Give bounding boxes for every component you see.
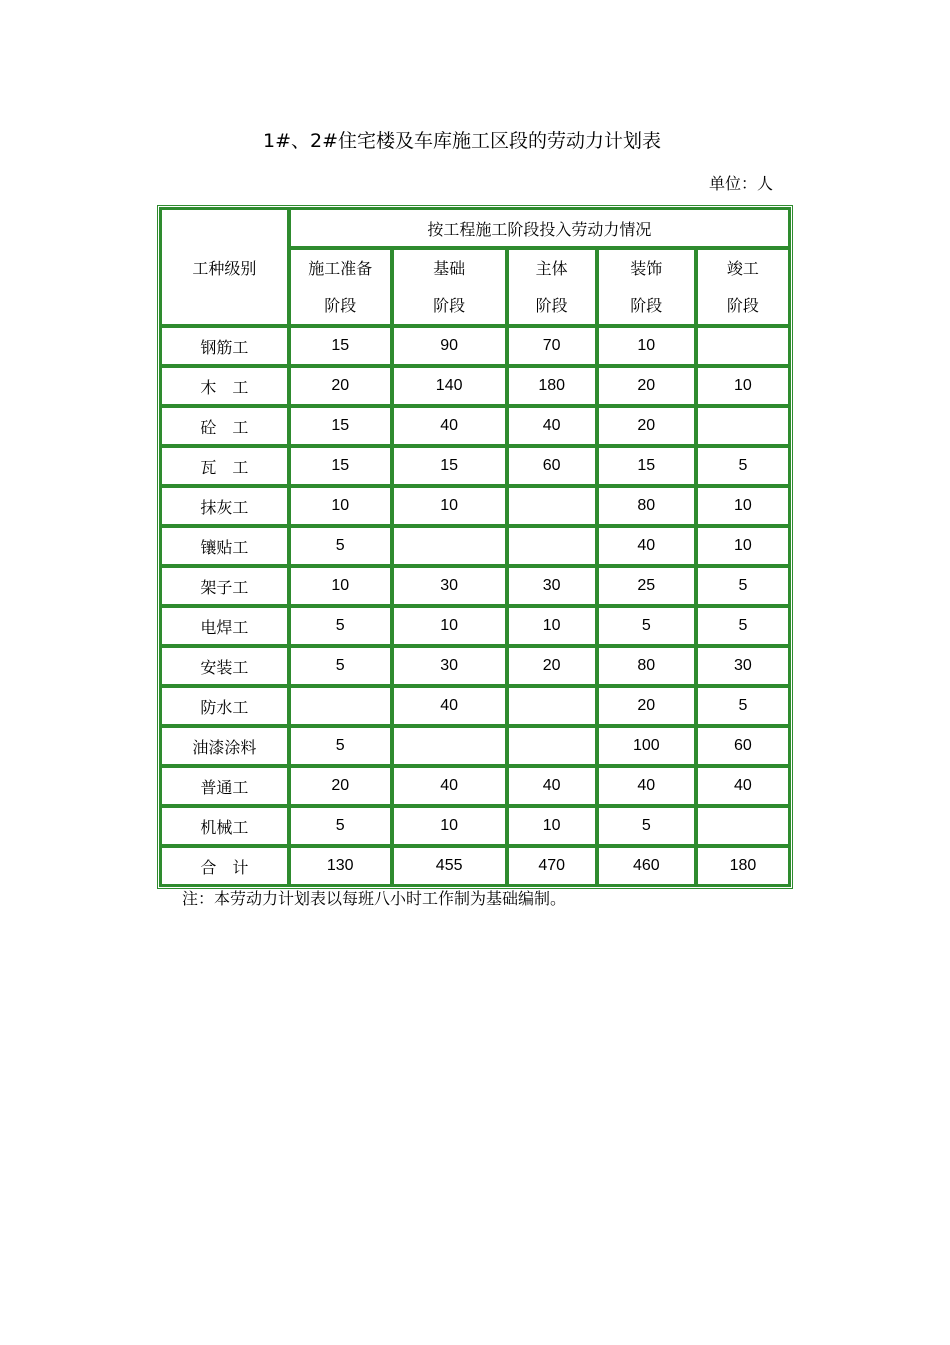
labor-count-cell: 90 — [392, 326, 507, 366]
worker-type-cell: 钢筋工 — [160, 326, 289, 366]
phase-group-header: 按工程施工阶段投入劳动力情况 — [289, 208, 790, 248]
labor-count-cell: 10 — [696, 486, 790, 526]
labor-count-cell: 10 — [392, 806, 507, 846]
worker-type-cell: 架子工 — [160, 566, 289, 606]
table-row — [160, 406, 790, 446]
labor-count-cell: 5 — [696, 446, 790, 486]
labor-count-cell: 30 — [696, 646, 790, 686]
labor-count-cell: 40 — [507, 766, 597, 806]
worker-type-cell: 电焊工 — [160, 606, 289, 646]
labor-count-cell: 5 — [696, 566, 790, 606]
labor-count-cell — [392, 526, 507, 566]
labor-count-cell: 180 — [696, 846, 790, 886]
phase-header-completion — [696, 248, 790, 326]
table-row — [160, 486, 790, 526]
phase-header-decoration — [597, 248, 696, 326]
labor-count-cell: 5 — [289, 646, 392, 686]
labor-count-cell: 130 — [289, 846, 392, 886]
worker-type-cell: 抹灰工 — [160, 486, 289, 526]
worker-type-cell: 镶贴工 — [160, 526, 289, 566]
labor-count-cell: 470 — [507, 846, 597, 886]
labor-count-cell: 10 — [507, 806, 597, 846]
labor-count-cell — [507, 686, 597, 726]
labor-count-cell — [696, 406, 790, 446]
labor-count-cell: 15 — [289, 406, 392, 446]
worker-type-cell: 安装工 — [160, 646, 289, 686]
phase-header-label: 基础 — [433, 259, 466, 278]
labor-count-cell: 40 — [696, 766, 790, 806]
phase-header-sublabel: 阶段 — [433, 296, 466, 315]
phase-header-prep — [289, 248, 392, 326]
labor-count-cell: 10 — [597, 326, 696, 366]
labor-count-cell: 25 — [597, 566, 696, 606]
labor-count-cell: 20 — [507, 646, 597, 686]
labor-count-cell: 80 — [597, 646, 696, 686]
table-row — [160, 646, 790, 686]
table-row — [160, 526, 790, 566]
table-row — [160, 446, 790, 486]
labor-count-cell: 15 — [392, 446, 507, 486]
worker-type-cell: 木 工 — [160, 366, 289, 406]
labor-count-cell: 30 — [507, 566, 597, 606]
labor-count-cell — [507, 486, 597, 526]
labor-count-cell: 455 — [392, 846, 507, 886]
labor-count-cell — [696, 806, 790, 846]
phase-header-foundation — [392, 248, 507, 326]
labor-count-cell: 40 — [597, 526, 696, 566]
labor-count-cell: 15 — [289, 446, 392, 486]
table-row — [160, 366, 790, 406]
labor-count-cell — [507, 726, 597, 766]
table-footnote: 注：本劳动力计划表以每班八小时工作制为基础编制。 — [182, 889, 567, 908]
phase-header-label: 竣工 — [726, 259, 759, 278]
worker-type-cell: 油漆涂料 — [160, 726, 289, 766]
phase-header-structure — [507, 248, 597, 326]
labor-count-cell: 80 — [597, 486, 696, 526]
labor-count-cell: 10 — [507, 606, 597, 646]
labor-count-cell: 10 — [696, 366, 790, 406]
labor-count-cell: 40 — [392, 406, 507, 446]
table-row — [160, 606, 790, 646]
labor-count-cell — [507, 526, 597, 566]
labor-count-cell: 40 — [597, 766, 696, 806]
labor-count-cell: 20 — [289, 366, 392, 406]
table-row — [160, 766, 790, 806]
labor-count-cell: 10 — [392, 486, 507, 526]
labor-count-cell: 5 — [289, 726, 392, 766]
labor-count-cell: 30 — [392, 566, 507, 606]
labor-count-cell: 20 — [597, 366, 696, 406]
page-title: 1#、2#住宅楼及车库施工区段的劳动力计划表 — [262, 130, 662, 152]
table-row — [160, 686, 790, 726]
phase-header-label: 装饰 — [630, 259, 663, 278]
labor-count-cell: 10 — [289, 566, 392, 606]
table-row — [160, 846, 790, 886]
table-row — [160, 806, 790, 846]
labor-count-cell: 10 — [392, 606, 507, 646]
labor-count-cell: 5 — [696, 606, 790, 646]
labor-count-cell: 5 — [696, 686, 790, 726]
unit-label: 单位：人 — [708, 174, 773, 193]
labor-count-cell — [392, 726, 507, 766]
labor-count-cell: 5 — [289, 806, 392, 846]
labor-count-cell: 40 — [507, 406, 597, 446]
labor-count-cell: 40 — [392, 686, 507, 726]
labor-count-cell: 460 — [597, 846, 696, 886]
phase-header-sublabel: 阶段 — [630, 296, 663, 315]
worker-type-cell: 瓦 工 — [160, 446, 289, 486]
labor-count-cell: 20 — [597, 406, 696, 446]
labor-count-cell: 10 — [696, 526, 790, 566]
labor-count-cell: 60 — [507, 446, 597, 486]
labor-count-cell: 15 — [289, 326, 392, 366]
labor-count-cell — [696, 326, 790, 366]
labor-count-cell: 20 — [597, 686, 696, 726]
labor-count-cell: 100 — [597, 726, 696, 766]
labor-count-cell — [289, 686, 392, 726]
worker-type-cell: 机械工 — [160, 806, 289, 846]
worker-type-cell: 防水工 — [160, 686, 289, 726]
worker-type-cell: 普通工 — [160, 766, 289, 806]
labor-count-cell: 60 — [696, 726, 790, 766]
labor-count-cell: 5 — [597, 606, 696, 646]
labor-count-cell: 30 — [392, 646, 507, 686]
labor-count-cell: 180 — [507, 366, 597, 406]
table-row — [160, 326, 790, 366]
labor-count-cell: 20 — [289, 766, 392, 806]
phase-header-label: 施工准备 — [308, 259, 373, 278]
table-header-row — [160, 208, 790, 248]
labor-count-cell: 5 — [289, 526, 392, 566]
phase-header-label: 主体 — [535, 259, 568, 278]
labor-plan-table — [157, 205, 793, 889]
labor-count-cell: 15 — [597, 446, 696, 486]
labor-count-cell: 5 — [289, 606, 392, 646]
worker-type-cell: 合 计 — [160, 846, 289, 886]
labor-count-cell: 5 — [597, 806, 696, 846]
phase-header-sublabel: 阶段 — [324, 296, 357, 315]
worker-type-cell: 砼 工 — [160, 406, 289, 446]
phase-header-sublabel: 阶段 — [726, 296, 759, 315]
labor-count-cell: 140 — [392, 366, 507, 406]
labor-count-cell: 10 — [289, 486, 392, 526]
labor-count-cell: 40 — [392, 766, 507, 806]
worker-type-header: 工种级别 — [160, 208, 289, 326]
table-row — [160, 566, 790, 606]
table-row — [160, 726, 790, 766]
labor-count-cell: 70 — [507, 326, 597, 366]
phase-header-sublabel: 阶段 — [535, 296, 568, 315]
